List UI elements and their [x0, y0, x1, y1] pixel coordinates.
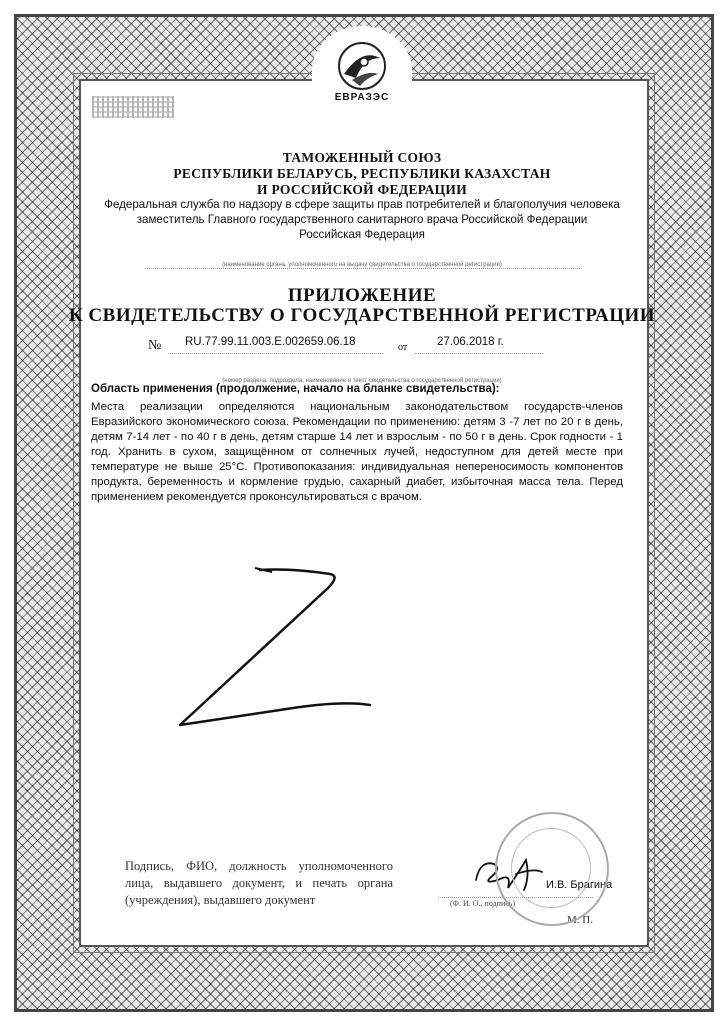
registration-date: 27.06.2018 г. [437, 336, 504, 348]
official-stamp [495, 812, 609, 926]
signature-field-label: Подпись, ФИО, должность уполномоченного лица, выдавшего документ, и печать органа (учреждения), выдавшего документ [125, 859, 393, 907]
agency-line1: Федеральная служба по надзору в сфере защиты прав потребителей и благополучия человека [104, 198, 620, 211]
signatory-caption: (Ф. И. О., подпись) [450, 899, 516, 908]
stamp-place-mark: М. П. [567, 914, 593, 926]
union-title-line3: И РОССИЙСКОЙ ФЕДЕРАЦИИ [256, 182, 468, 197]
agency-caption: (наименование органа, уполномоченного на выдачу свидетельства о государственной регистрации) [222, 262, 502, 268]
number-underline [168, 353, 383, 354]
z-strikethrough-mark [160, 560, 380, 740]
agency-line2: заместитель Главного государственного санитарного врача Российской Федерации [136, 213, 588, 226]
union-title-line1: ТАМОЖЕННЫЙ СОЮЗ [282, 150, 442, 165]
date-label: от [398, 342, 408, 353]
section-caption: (номер раздела, подраздела, наименование и текст свидетельства о государственной регистрации) [222, 378, 502, 384]
registration-number: RU.77.99.11.003.Е.002659.06.18 [185, 336, 356, 348]
doc-title-line1: ПРИЛОЖЕНИЕ [287, 285, 437, 306]
date-underline [415, 353, 543, 354]
emblem-label: ЕВРАЗЭС [334, 92, 390, 103]
number-label: № [148, 338, 162, 353]
agency-line3: Российская Федерация [299, 228, 425, 241]
signatory-name: И.В. Брагина [546, 879, 613, 891]
scope-heading: Область применения (продолжение, начало на бланке свидетельства): [91, 383, 500, 395]
union-title-line2: РЕСПУБЛИКИ БЕЛАРУСЬ, РЕСПУБЛИКИ КАЗАХСТАН [173, 166, 551, 181]
doc-title-line2: К СВИДЕТЕЛЬСТВУ О ГОСУДАРСТВЕННОЙ РЕГИСТРАЦИИ [68, 305, 656, 326]
scope-text: Места реализации определяются национальным законодательством государств-членов Евразийского экономического союза. Рекомендации по применению: детям 3 -7 лет по 20 г в день, детям 7-14 лет - по 40 г в день, детям старше 14 лет и взрослым - по 50 г в день. Срок годности - 1 год. Хранить в сухом, защищённом от солнечных лучей, недоступном для детей месте при температуре не выше 25°С. Противопоказания: индивидуальная непереносимость компонентов продукта, беременность и кормление грудью, сахарный диабет, избыточная масса тела. Перед применением рекомендуется проконсультироваться с врачом. [91, 401, 623, 503]
agency-underline [145, 268, 580, 269]
